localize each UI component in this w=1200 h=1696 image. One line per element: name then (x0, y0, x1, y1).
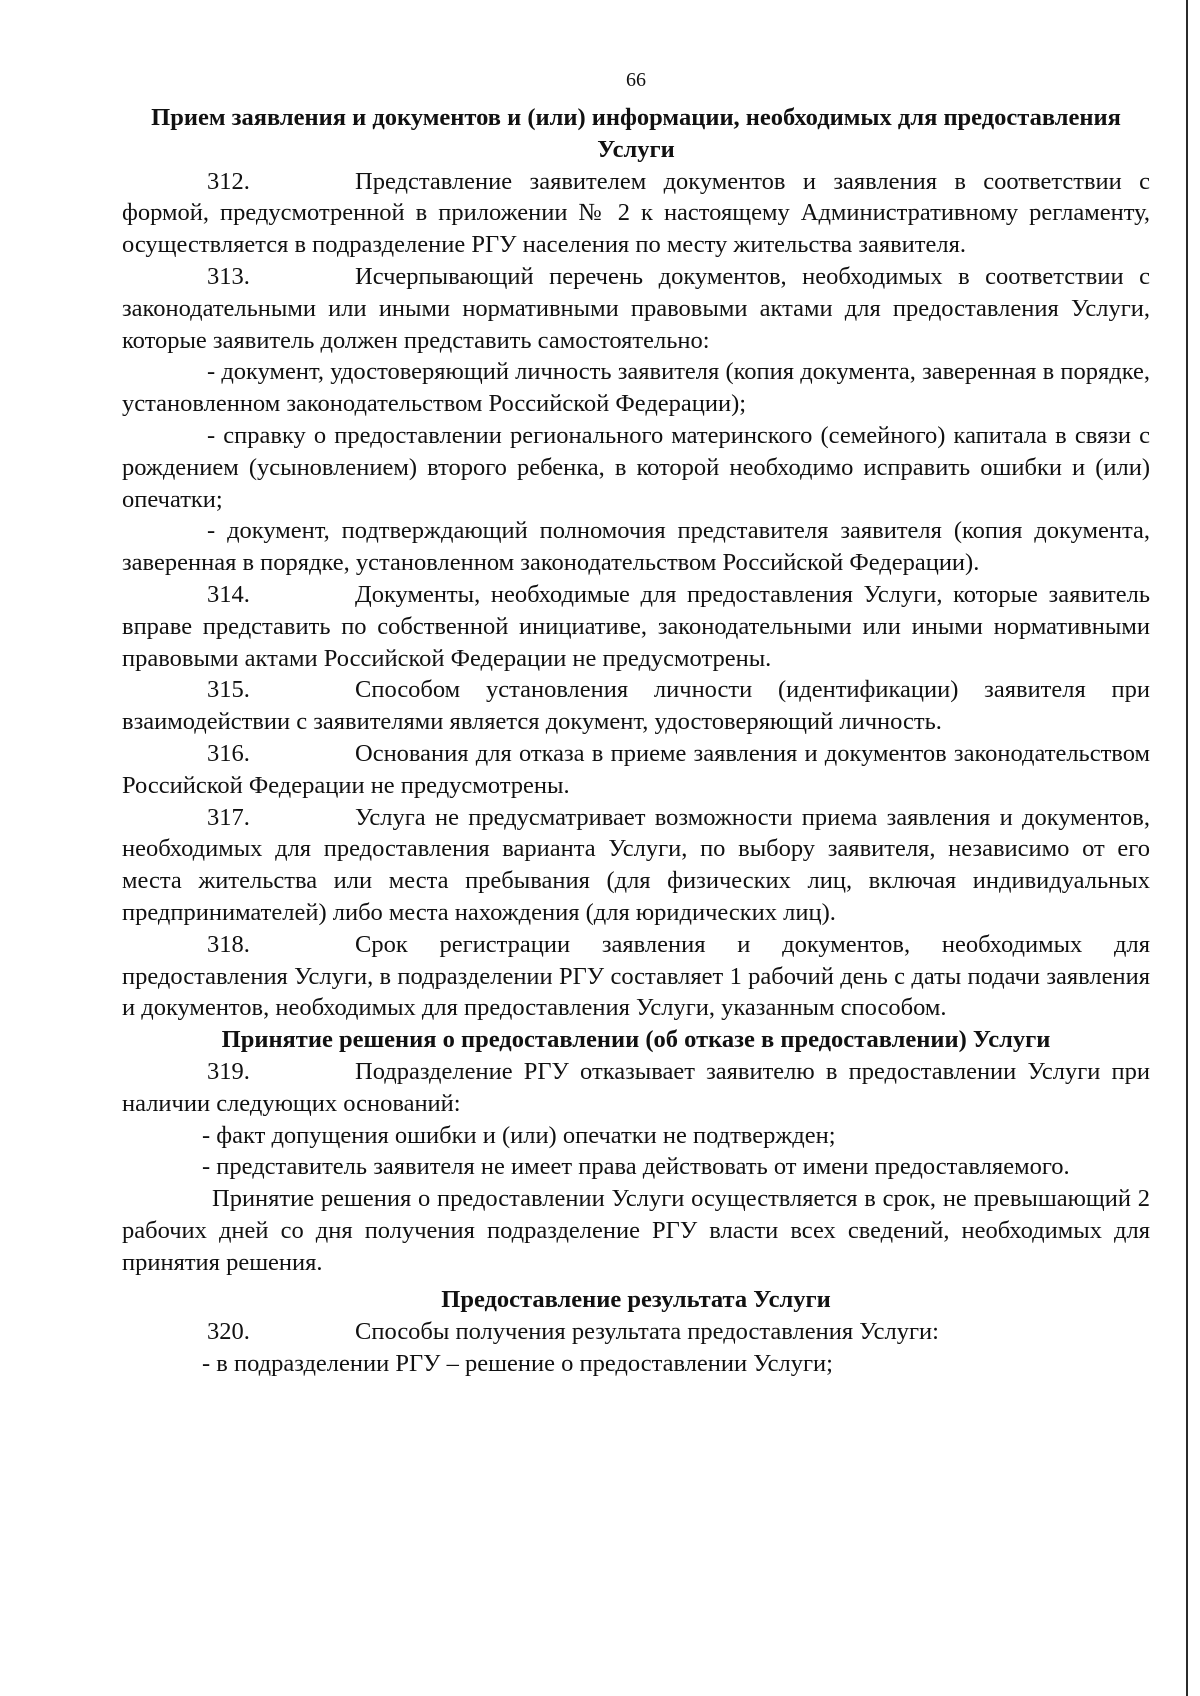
list-item-313-1: - документ, удостоверяющий личность заявителя (копия документа, заверенная в порядке, установленном законодательством Российской Федерации); (122, 358, 1150, 418)
list-item-319-2: - представитель заявителя не имеет права действовать от имени предоставляемого. (202, 1153, 1070, 1181)
paragraph-number-312: 312. (207, 167, 250, 195)
paragraph-text-314: Документы, необходимые для предоставления Услуги, которые заявитель вправе представить по собственной инициативе, законодательными или иными нормативными правовыми актами Российской Федерации не предусмотрены. (122, 580, 1150, 672)
paragraph-number-313: 313. (207, 262, 250, 290)
paragraph-text-315: Способом установления личности (идентификации) заявителя при взаимодействии с заявителями является документ, удостоверяющий личность. (122, 676, 1150, 736)
section-heading-decision: Принятие решения о предоставлении (об отказе в предоставлении) Услуги (221, 1026, 1051, 1054)
paragraph-text-319: Подразделение РГУ отказывает заявителю в предоставлении Услуги при наличии следующих оснований: (122, 1057, 1150, 1117)
list-item-320-1: - в подразделении РГУ – решение о предоставлении Услуги; (202, 1350, 833, 1378)
paragraph-text-320: Способы получения результата предоставления Услуги: (355, 1318, 939, 1346)
paragraph-number-317: 317. (207, 803, 250, 831)
paragraph-315 (122, 674, 1150, 738)
list-item-313-2: - справку о предоставлении регионального материнского (семейного) капитала в связи с рождением (усыновлением) второго ребенка, в которой необходимо исправить ошибки и (или) опечатки; (122, 421, 1150, 513)
list-item-319-1: - факт допущения ошибки и (или) опечатки не подтвержден; (202, 1121, 836, 1149)
paragraph-319 (122, 1056, 1150, 1120)
section-heading-application-receipt: Прием заявления и документов и (или) информации, необходимых для предоставления Услуги (151, 104, 1121, 163)
paragraph-314 (122, 579, 1150, 674)
paragraph-318 (122, 929, 1150, 1024)
paragraph-316 (122, 738, 1150, 802)
paragraph-number-319: 319. (207, 1057, 250, 1085)
paragraph-text-312: Представление заявителем документов и заявления в соответствии с формой, предусмотренной в приложении № 2 к настоящему Административному регламенту, осуществляется в подразделение РГУ населения по месту жительства заявителя. (122, 167, 1150, 259)
paragraph-317 (122, 802, 1150, 929)
paragraph-text-317: Услуга не предусматривает возможности приема заявления и документов, необходимых для предоставления варианта Услуги, по выбору заявителя, независимо от его места жительства или места пребывания (для физических лиц, включая индивидуальных предпринимателей) либо места нахождения (для юридических лиц). (122, 803, 1150, 926)
paragraph-number-314: 314. (207, 580, 250, 608)
decision-deadline-paragraph: Принятие решения о предоставлении Услуги осуществляется в срок, не превышающий 2 рабочих дней со дня получения подразделение РГУ власти всех сведений, необходимых для принятия решения. (122, 1185, 1150, 1276)
paragraph-number-320: 320. (207, 1318, 250, 1346)
list-item-313-3: - документ, подтверждающий полномочия представителя заявителя (копия документа, заверенная в порядке, установленном законодательством Российской Федерации). (122, 517, 1150, 577)
paragraph-312 (122, 166, 1150, 261)
paragraph-number-315: 315. (207, 676, 250, 704)
paragraph-320 (122, 1316, 1150, 1348)
page-edge-line (1186, 0, 1188, 1696)
paragraph-text-313: Исчерпывающий перечень документов, необходимых в соответствии с законодательными или иными нормативными правовыми актами для предоставления Услуги, которые заявитель должен представить самостоятельно: (122, 262, 1150, 354)
section-heading-result: Предоставление результата Услуги (441, 1286, 831, 1314)
page-number: 66 (626, 69, 646, 91)
paragraph-text-318: Срок регистрации заявления и документов, необходимых для предоставления Услуги, в подразделении РГУ составляет 1 рабочий день с даты подачи заявления и документов, необходимых для предоставления Услуги, указанным способом. (122, 930, 1150, 1022)
paragraph-number-318: 318. (207, 930, 250, 958)
paragraph-313 (122, 261, 1150, 356)
paragraph-number-316: 316. (207, 739, 250, 767)
paragraph-text-316: Основания для отказа в приеме заявления и документов законодательством Российской Федерации не предусмотрены. (122, 739, 1150, 799)
page-content (122, 66, 1150, 1380)
